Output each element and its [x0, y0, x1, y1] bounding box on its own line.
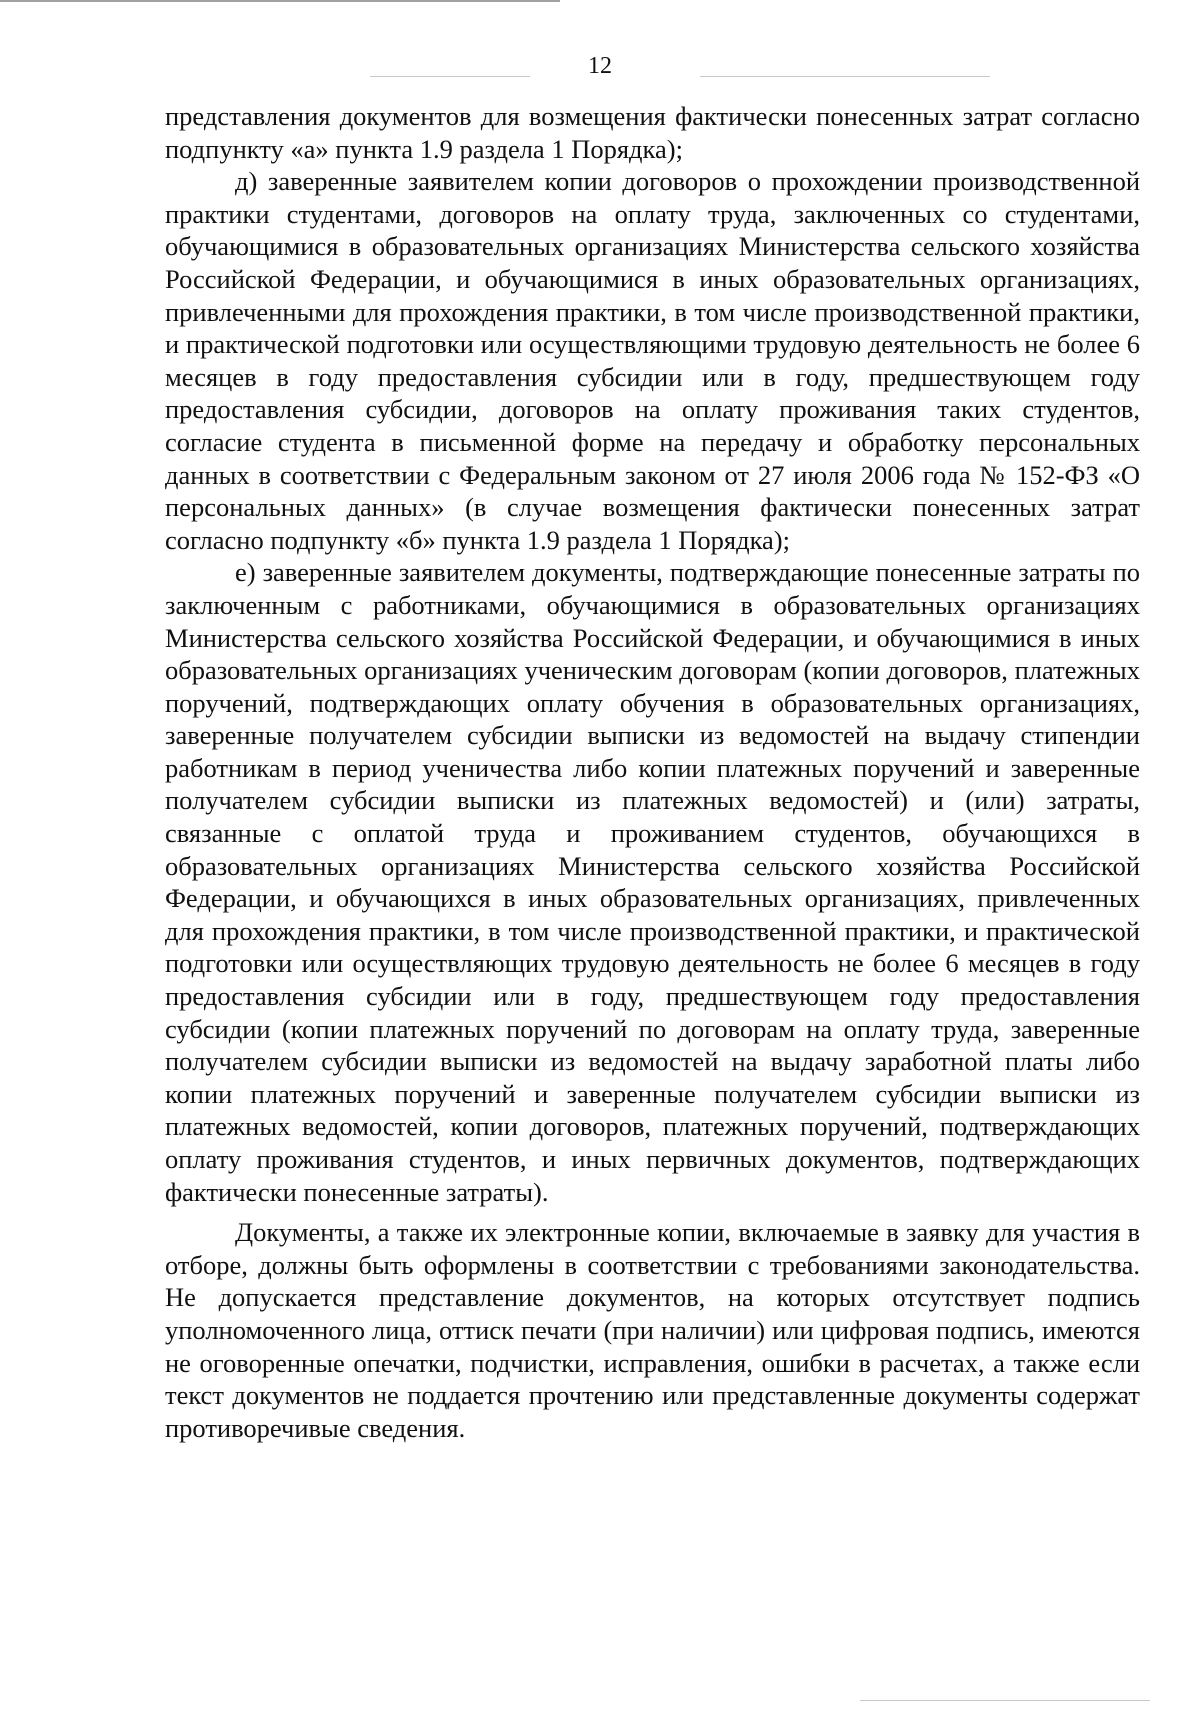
paragraph-requirements: Документы, а также их электронные копии, включаемые в заявку для участия в отборе, должны быть оформлены в соответствии с требованиями законодательства. Не допускается представление документов, на которых отсутствует подпись уполномоченного лица, оттиск печати (при наличии) или цифровая подпись, имеются не оговоренные опечатки, подчистки, исправления, ошибки в расчетах, а также если текст документов не поддается прочтению или представленные документы содержат противоречивые сведения.: [165, 1217, 1140, 1443]
scan-noise: [860, 1700, 1150, 1701]
body-text: [165, 100, 1140, 1444]
scan-border-line: [0, 0, 560, 2]
page-number: 12: [588, 53, 612, 79]
paragraph-item-d: д) заверенные заявителем копии договоров о прохождении производственной практики студентами, договоров на оплату труда, заключенных со студентами, обучающимися в образовательных организациях Министерства сельского хозяйства Российской Федерации, и обучающимися в иных образовательных организациях, привлеченными для прохождения практики, в том числе производственной практики, и практической подготовки или осуществляющими трудовую деятельность не более 6 месяцев в году предоставления субсидии или в году, предшествующем году предоставления субсидии, договоров на оплату проживания таких студентов, согласие студента в письменной форме на передачу и обработку персональных данных в соответствии с Федеральным законом от 27 июля 2006 года № 152-ФЗ «О персональных данных» (в случае возмещения фактически понесенных затрат согласно подпункту «б» пункта 1.9 раздела 1 Порядка);: [165, 166, 1140, 555]
paragraph-item-e: е) заверенные заявителем документы, подтверждающие понесенные затраты по заключенным с работниками, обучающимися в образовательных организациях Министерства сельского хозяйства Российской Федерации, и обучающимися в иных образовательных организациях ученическим договорам (копии договоров, платежных поручений, подтверждающих оплату обучения в образовательных организациях, заверенные получателем субсидии выписки из ведомостей на выдачу стипендии работникам в период ученичества либо копии платежных поручений и заверенные получателем субсидии выписки из платежных ведомостей) и (или) затраты, связанные с оплатой труда и проживанием студентов, обучающихся в образовательных организациях Министерства сельского хозяйства Российской Федерации, и обучающихся в иных образовательных организациях, привлеченных для прохождения практики, в том числе производственной практики, и практической подготовки или осуществляющих трудовую деятельность не более 6 месяцев в году предоставления субсидии или в году, предшествующем году предоставления субсидии (копии платежных поручений по договорам на оплату труда, заверенные получателем субсидии выписки из ведомостей на выдачу заработной платы либо копии платежных поручений и заверенные получателем субсидии выписки из платежных ведомостей, копии договоров, платежных поручений, подтверждающих оплату проживания студентов, и иных первичных документов, подтверждающих фактически понесенные затраты).: [165, 557, 1140, 1207]
paragraph-continuation: представления документов для возмещения фактически понесенных затрат согласно подпункту «а» пункта 1.9 раздела 1 Порядка);: [165, 101, 1140, 164]
